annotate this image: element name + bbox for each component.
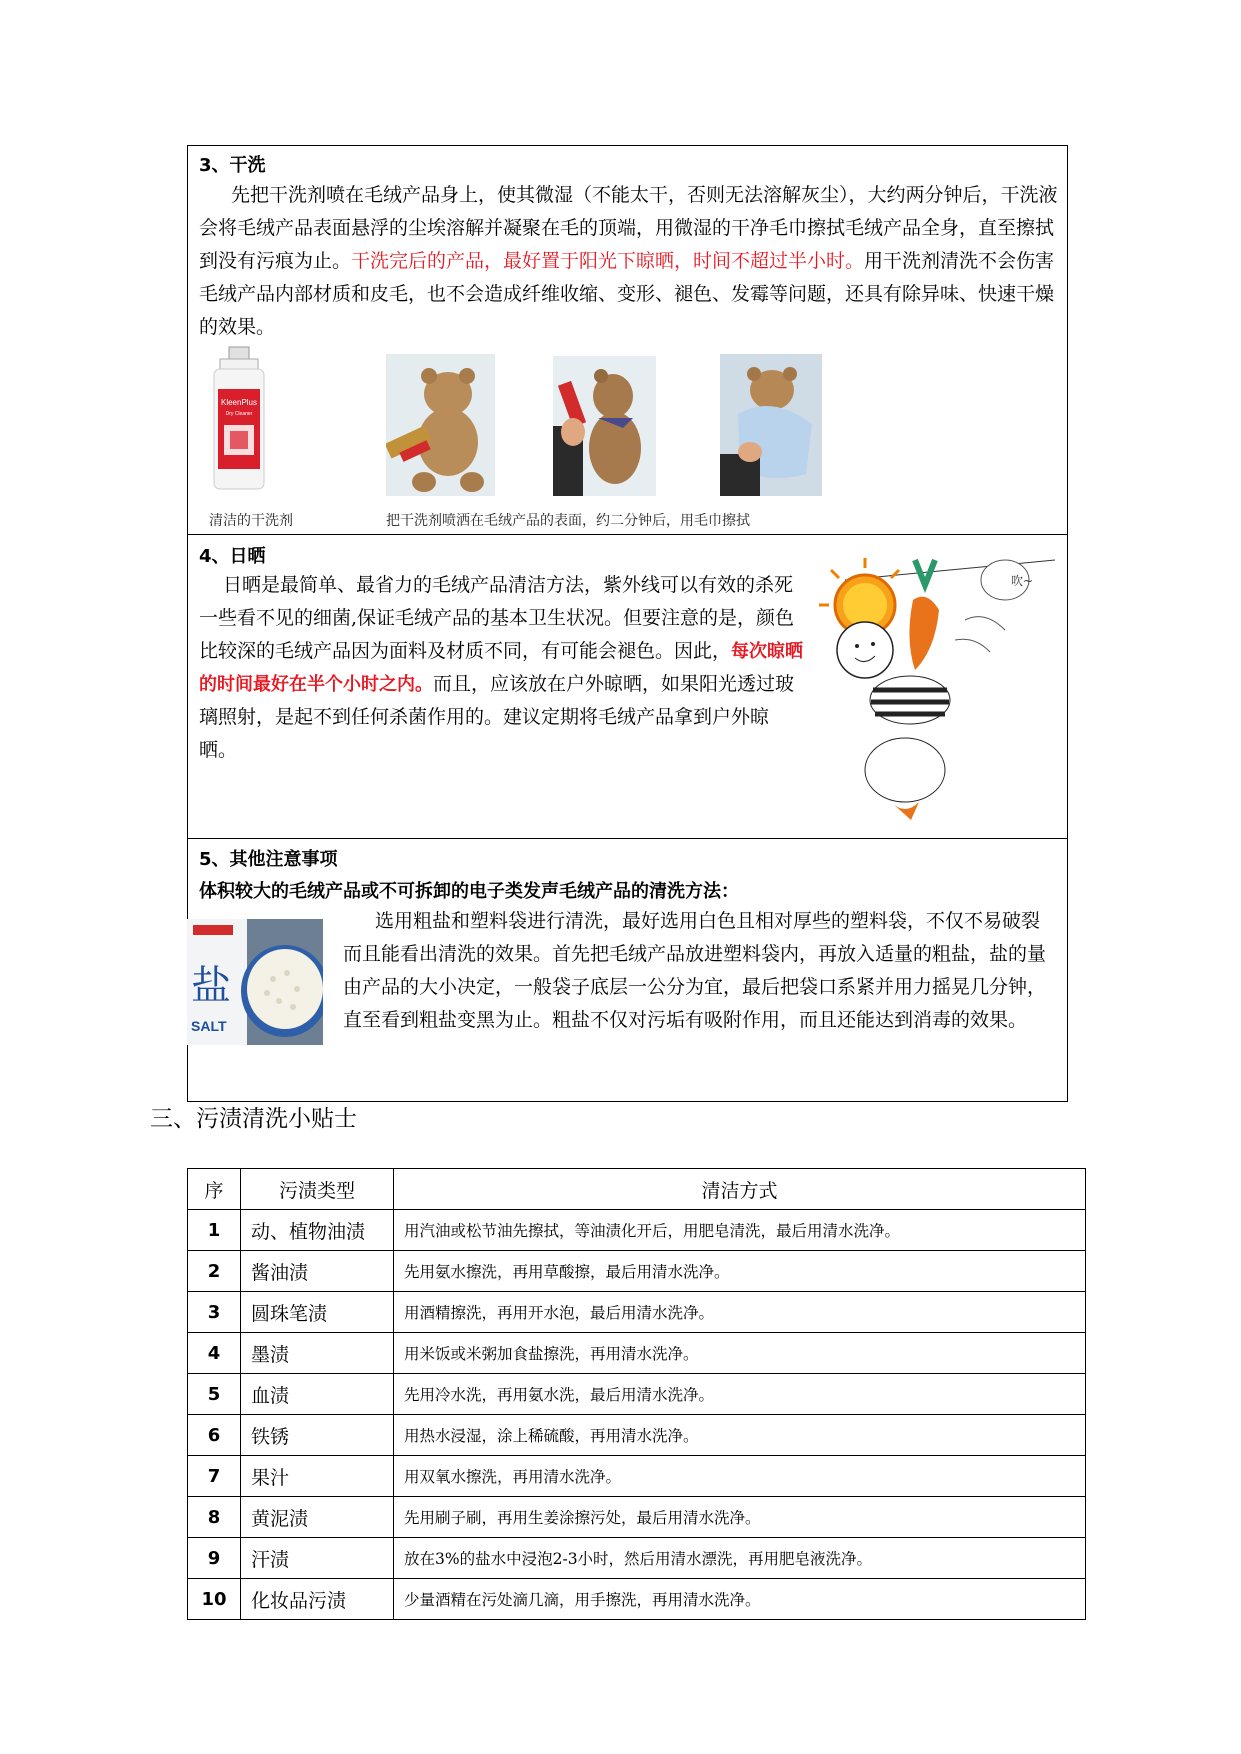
clean-method: 先用刷子刷，再用生姜涂擦污处，最后用清水洗净。 [394, 1497, 1086, 1538]
clean-method: 用汽油或松节油先擦拭，等油渍化开后，用肥皂清洗，最后用清水洗净。 [394, 1210, 1086, 1251]
table-row [188, 1333, 1086, 1374]
clean-method: 用热水浸湿，涂上稀硫酸，再用清水洗净。 [394, 1415, 1086, 1456]
table-header-row [188, 1169, 1086, 1210]
sun-dry-heading: 4、日晒 [199, 546, 266, 567]
stain-tips-table [187, 1168, 1086, 1620]
teddy-towel-photo [720, 354, 822, 496]
stain-type: 果汁 [241, 1456, 394, 1497]
svg-text:吹~: 吹~ [1011, 574, 1034, 588]
other-notes-subheading: 体积较大的毛绒产品或不可拆卸的电子类发声毛绒产品的清洗方法： [199, 881, 739, 902]
sun-dry-paragraph [199, 569, 803, 767]
bottle-caption: 清洁的干洗剂 [209, 513, 293, 529]
header-stain-type: 污渍类型 [241, 1169, 394, 1210]
stain-type: 化妆品污渍 [241, 1579, 394, 1620]
dry-clean-red-note: 干洗完后的产品，最好置于阳光下晾晒，时间不超过半小时。 [351, 250, 865, 272]
teddy-spray-photo-2 [553, 356, 656, 496]
sun-dry-text-2: 而且，应该放在户外晾晒，如果阳光透过玻璃照射，是起不到任何杀菌作用的。建议定期将毛绒产品拿到户外晾晒。 [199, 673, 795, 761]
svg-text:Dry Cleaner: Dry Cleaner [225, 411, 253, 417]
dry-clean-text-2: 用干洗剂清洗不会伤害毛绒产品内部材质和皮毛，也不会造成纤维收缩、变形、褪色、发霉等问题，还具有除异味、快速干燥的效果。 [199, 250, 1055, 338]
sun-dry-red-note: 每次晾晒的时间最好在半个小时之内。 [199, 641, 804, 695]
clean-method: 用双氧水擦洗，再用清水洗净。 [394, 1456, 1086, 1497]
clean-method: 放在3%的盐水中浸泡2-3小时，然后用清水漂洗，再用肥皂液洗净。 [394, 1538, 1086, 1579]
table-row [188, 1579, 1086, 1620]
header-no: 序 [188, 1169, 241, 1210]
section-title: 三、污渍清洗小贴士 [150, 1106, 357, 1132]
table-row [188, 1538, 1086, 1579]
teddy-spray-photo-1 [386, 354, 495, 496]
table-row [188, 1497, 1086, 1538]
clean-method: 先用氨水擦洗，再用草酸擦，最后用清水洗净。 [394, 1251, 1086, 1292]
table-row [188, 1251, 1086, 1292]
row-number: 4 [188, 1333, 241, 1374]
clean-method: 用米饭或米粥加食盐擦洗，再用清水洗净。 [394, 1333, 1086, 1374]
coarse-salt-photo [187, 919, 323, 1045]
row-number: 9 [188, 1538, 241, 1579]
stain-type: 汗渍 [241, 1538, 394, 1579]
table-row [188, 1415, 1086, 1456]
dry-cleaner-bottle-photo [206, 345, 272, 493]
row-number: 3 [188, 1292, 241, 1333]
table-row [188, 1292, 1086, 1333]
sun-dry-text-1: 日晒是最简单、最省力的毛绒产品清洁方法，紫外线可以有效的杀死一些看不见的细菌,保证毛绒产品的基本卫生状况。但要注意的是，颜色比较深的毛绒产品因为面料及材质不同，有可能会褪色。因此， [199, 574, 795, 662]
row-number: 1 [188, 1210, 241, 1251]
row-number: 7 [188, 1456, 241, 1497]
other-notes-paragraph: 选用粗盐和塑料袋进行清洗，最好选用白色且相对厚些的塑料袋，不仅不易破裂而且能看出清洗的效果。首先把毛绒产品放进塑料袋内，再放入适量的粗盐，盐的量由产品的大小决定，一般袋子底层一公分为宜，最后把袋口系紧并用力摇晃几分钟，直至看到粗盐变黑为止。粗盐不仅对污垢有吸附作用，而且还能达到消毒的效果。 [343, 910, 1047, 1031]
row-number: 8 [188, 1497, 241, 1538]
table-row [188, 1210, 1086, 1251]
stain-type: 圆珠笔渍 [241, 1292, 394, 1333]
clean-method: 先用冷水洗，再用氨水洗，最后用清水洗净。 [394, 1374, 1086, 1415]
other-notes-heading: 5、其他注意事项 [199, 849, 338, 870]
svg-text:SALT: SALT [191, 1018, 227, 1034]
dry-clean-heading: 3、干洗 [199, 155, 266, 176]
table-row [188, 1374, 1086, 1415]
dry-clean-paragraph [199, 179, 1061, 344]
clean-method: 用酒精擦洗，再用开水泡，最后用清水洗净。 [394, 1292, 1086, 1333]
row-number: 2 [188, 1251, 241, 1292]
header-method: 清洁方式 [394, 1169, 1086, 1210]
stain-type: 动、植物油渍 [241, 1210, 394, 1251]
stain-type: 血渍 [241, 1374, 394, 1415]
stain-type: 酱油渍 [241, 1251, 394, 1292]
clean-method: 少量酒精在污处滴几滴，用手擦洗，再用清水洗净。 [394, 1579, 1086, 1620]
stain-type: 墨渍 [241, 1333, 394, 1374]
process-caption: 把干洗剂喷洒在毛绒产品的表面，约二分钟后，用毛巾擦拭 [386, 513, 750, 529]
stain-type: 黄泥渍 [241, 1497, 394, 1538]
dry-clean-text-1: 先把干洗剂喷在毛绒产品身上，使其微湿（不能太干，否则无法溶解灰尘），大约两分钟后，干洗液会将毛绒产品表面悬浮的尘埃溶解并凝聚在毛的顶端，用微湿的干净毛巾擦拭毛绒产品全身，直至擦拭到没有污痕为止。 [199, 184, 1058, 272]
row-number: 6 [188, 1415, 241, 1456]
svg-text:盐: 盐 [191, 963, 231, 1009]
table-row [188, 1456, 1086, 1497]
stain-type: 铁锈 [241, 1415, 394, 1456]
row-number: 5 [188, 1374, 241, 1415]
sun-drying-cartoon [815, 540, 1055, 830]
svg-text:KleenPlus: KleenPlus [220, 398, 258, 407]
row-number: 10 [188, 1579, 241, 1620]
